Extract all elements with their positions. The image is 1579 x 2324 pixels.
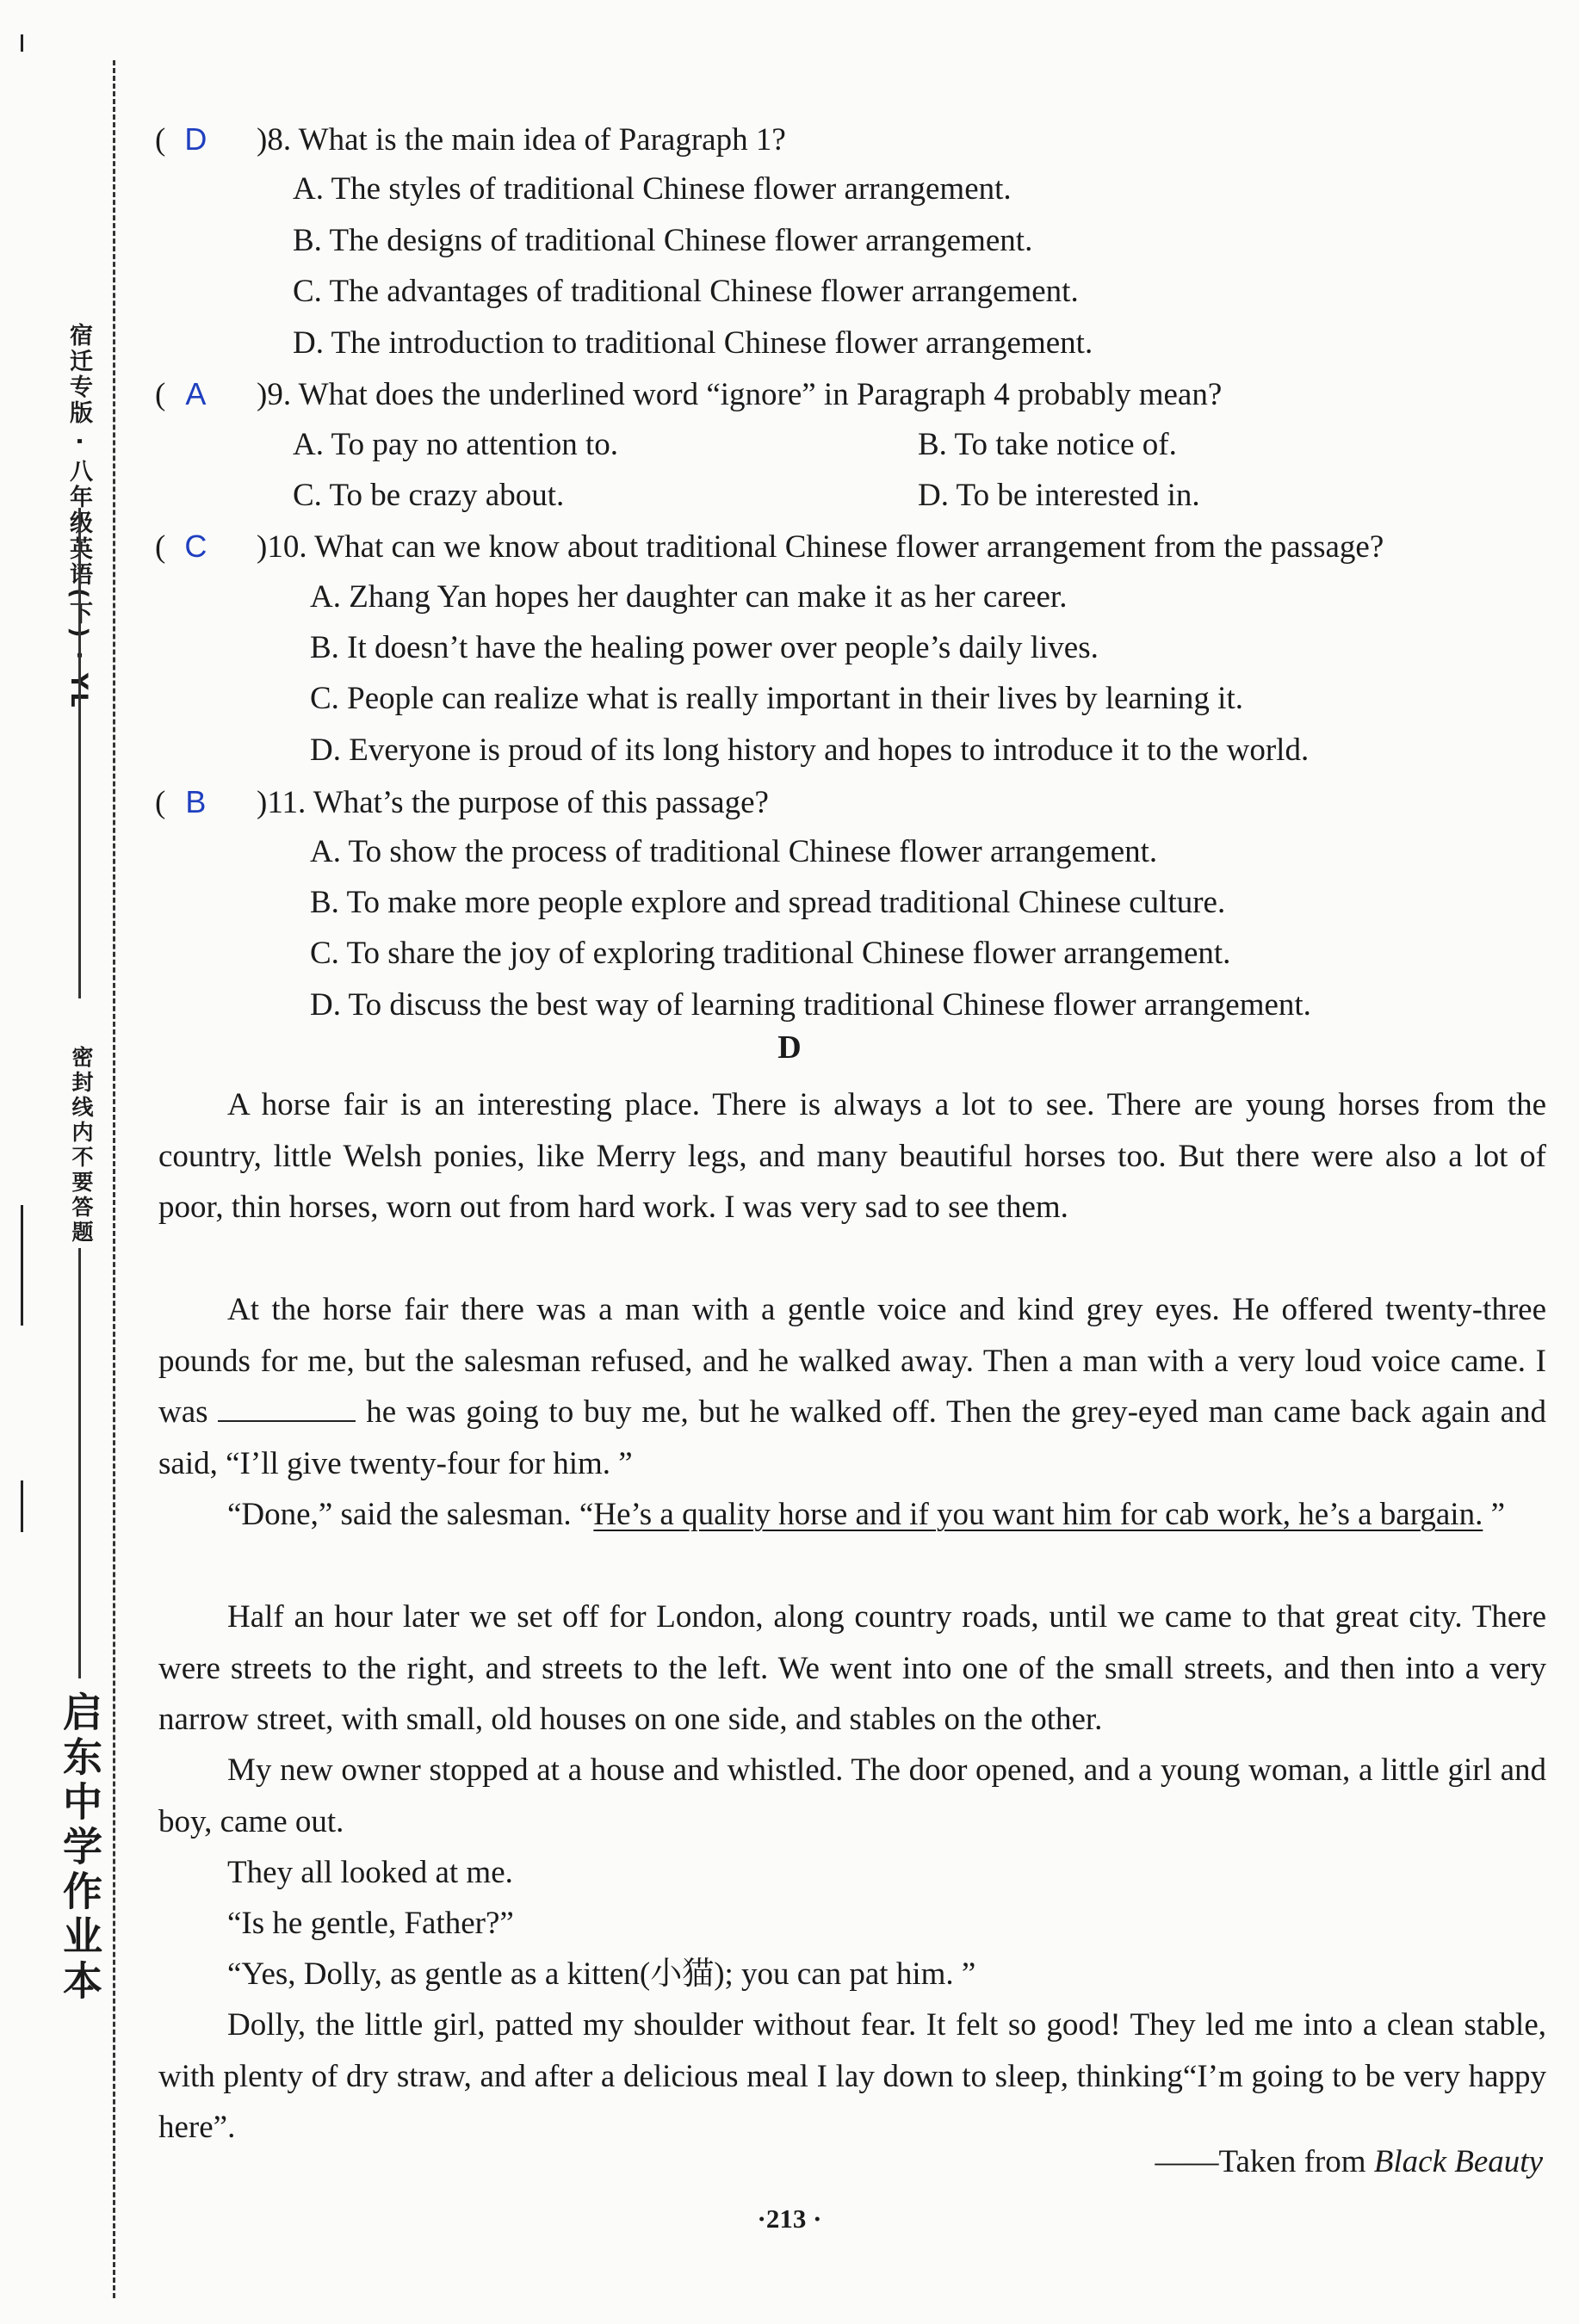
- question-10: [155, 528, 1384, 566]
- passage-paragraph: [158, 1284, 1546, 1489]
- option: D. Everyone is proud of its long history and hopes to introduce it to the world.: [310, 732, 1310, 768]
- answer-bracket: ( B: [155, 783, 257, 822]
- seal-line-notice: 密封线内不要答题: [69, 1046, 94, 1245]
- answer-mark: B: [185, 784, 207, 819]
- question-8: [155, 121, 786, 159]
- paragraph-text: At the horse fair there was a man with a gentle voice and kind grey eyes. He offered twenty-three pounds for me, but the salesman refused, and he walked away. Then a man with a very loud voice came. I was: [158, 1292, 1546, 1430]
- question-11: [155, 783, 769, 822]
- section-heading: D: [777, 1029, 802, 1066]
- passage-paragraph: Dolly, the little girl, patted my shoulder without fear. It felt so good! They led me into a clean stable, with plenty of dry straw, and after a delicious meal I lay down to sleep, thinking“I’m going to be very happy here”.: [158, 2007, 1546, 2145]
- option: B. The designs of traditional Chinese flower arrangement.: [293, 223, 1033, 258]
- option: C. The advantages of traditional Chinese flower arrangement.: [293, 274, 1079, 309]
- passage-paragraph: “Yes, Dolly, as gentle as a kitten(小猫); you can pat him. ”: [227, 1956, 976, 1992]
- source-credit: [1155, 2143, 1544, 2180]
- underlined-sentence: He’s a quality horse and if you want him for cab work, he’s a bargain.: [593, 1497, 1483, 1532]
- paragraph-text: “Done,” said the salesman. “: [227, 1497, 594, 1532]
- source-title: Black Beauty: [1373, 2144, 1543, 2179]
- brand-title: 启东中学作业本: [57, 1691, 103, 2005]
- answer-mark: A: [185, 376, 207, 411]
- series-label: 宿迁专版 · 八年级英语(下) · YL: [65, 323, 92, 710]
- answer-bracket: ( D: [155, 121, 257, 159]
- option: C. People can realize what is really important in their lives by learning it.: [310, 681, 1243, 716]
- passage-paragraph: “Is he gentle, Father?”: [227, 1906, 514, 1941]
- answer-mark: D: [184, 121, 207, 157]
- page-number: ·213 ·: [757, 2203, 822, 2234]
- option: B. To take notice of.: [918, 427, 1177, 462]
- paragraph-text: ”: [1483, 1497, 1506, 1532]
- option: A. Zhang Yan hopes her daughter can make it as her career.: [310, 579, 1068, 615]
- option: B. To make more people explore and spread traditional Chinese culture.: [310, 885, 1226, 920]
- passage-paragraph: [158, 1489, 1546, 1541]
- passage-paragraph: My new owner stopped at a house and whistled. The door opened, and a young woman, a little girl and boy, came out.: [158, 1752, 1546, 1839]
- answer-mark: C: [184, 528, 207, 564]
- option: C. To be crazy about.: [293, 478, 565, 513]
- option: D. To be interested in.: [918, 478, 1200, 513]
- answer-bracket: ( A: [155, 375, 257, 414]
- option: C. To share the joy of exploring traditional Chinese flower arrangement.: [310, 936, 1231, 971]
- question-stem: )9. What does the underlined word “ignore” in Paragraph 4 probably mean?: [257, 377, 1223, 412]
- paragraph-text: he was going to buy me, but he walked off. Then the grey-eyed man came back again and said, “I’ll give twenty-four for him. ”: [158, 1394, 1547, 1481]
- passage-paragraph: A horse fair is an interesting place. There is always a lot to see. There are young horses from the country, little Welsh ponies, like Merry legs, and many beautiful horses too. But there were also a lot of poor, thin horses, worn out from hard work. I was very sad to see them.: [158, 1087, 1546, 1225]
- answer-blank[interactable]: [218, 1394, 356, 1422]
- option: A. The styles of traditional Chinese flower arrangement.: [293, 171, 1012, 207]
- question-stem: )8. What is the main idea of Paragraph 1?: [257, 122, 786, 158]
- passage-paragraph: They all looked at me.: [227, 1855, 513, 1890]
- answer-bracket: ( C: [155, 528, 257, 566]
- option: D. The introduction to traditional Chinese flower arrangement.: [293, 325, 1093, 361]
- option: D. To discuss the best way of learning traditional Chinese flower arrangement.: [310, 987, 1311, 1023]
- source-prefix: ——Taken from: [1155, 2144, 1374, 2179]
- passage-paragraph: Half an hour later we set off for London, along country roads, until we came to that great city. There were streets to the right, and streets to the left. We went into one of the small streets, and then into a very narrow street, with small, old houses on one side, and stables on the other.: [158, 1599, 1546, 1737]
- question-stem: )11. What’s the purpose of this passage?: [257, 785, 769, 820]
- option: A. To show the process of traditional Chinese flower arrangement.: [310, 834, 1158, 869]
- option: B. It doesn’t have the healing power over people’s daily lives.: [310, 630, 1099, 665]
- option: A. To pay no attention to.: [293, 427, 618, 462]
- question-stem: )10. What can we know about traditional Chinese flower arrangement from the passage?: [257, 529, 1384, 565]
- question-9: [155, 375, 1222, 414]
